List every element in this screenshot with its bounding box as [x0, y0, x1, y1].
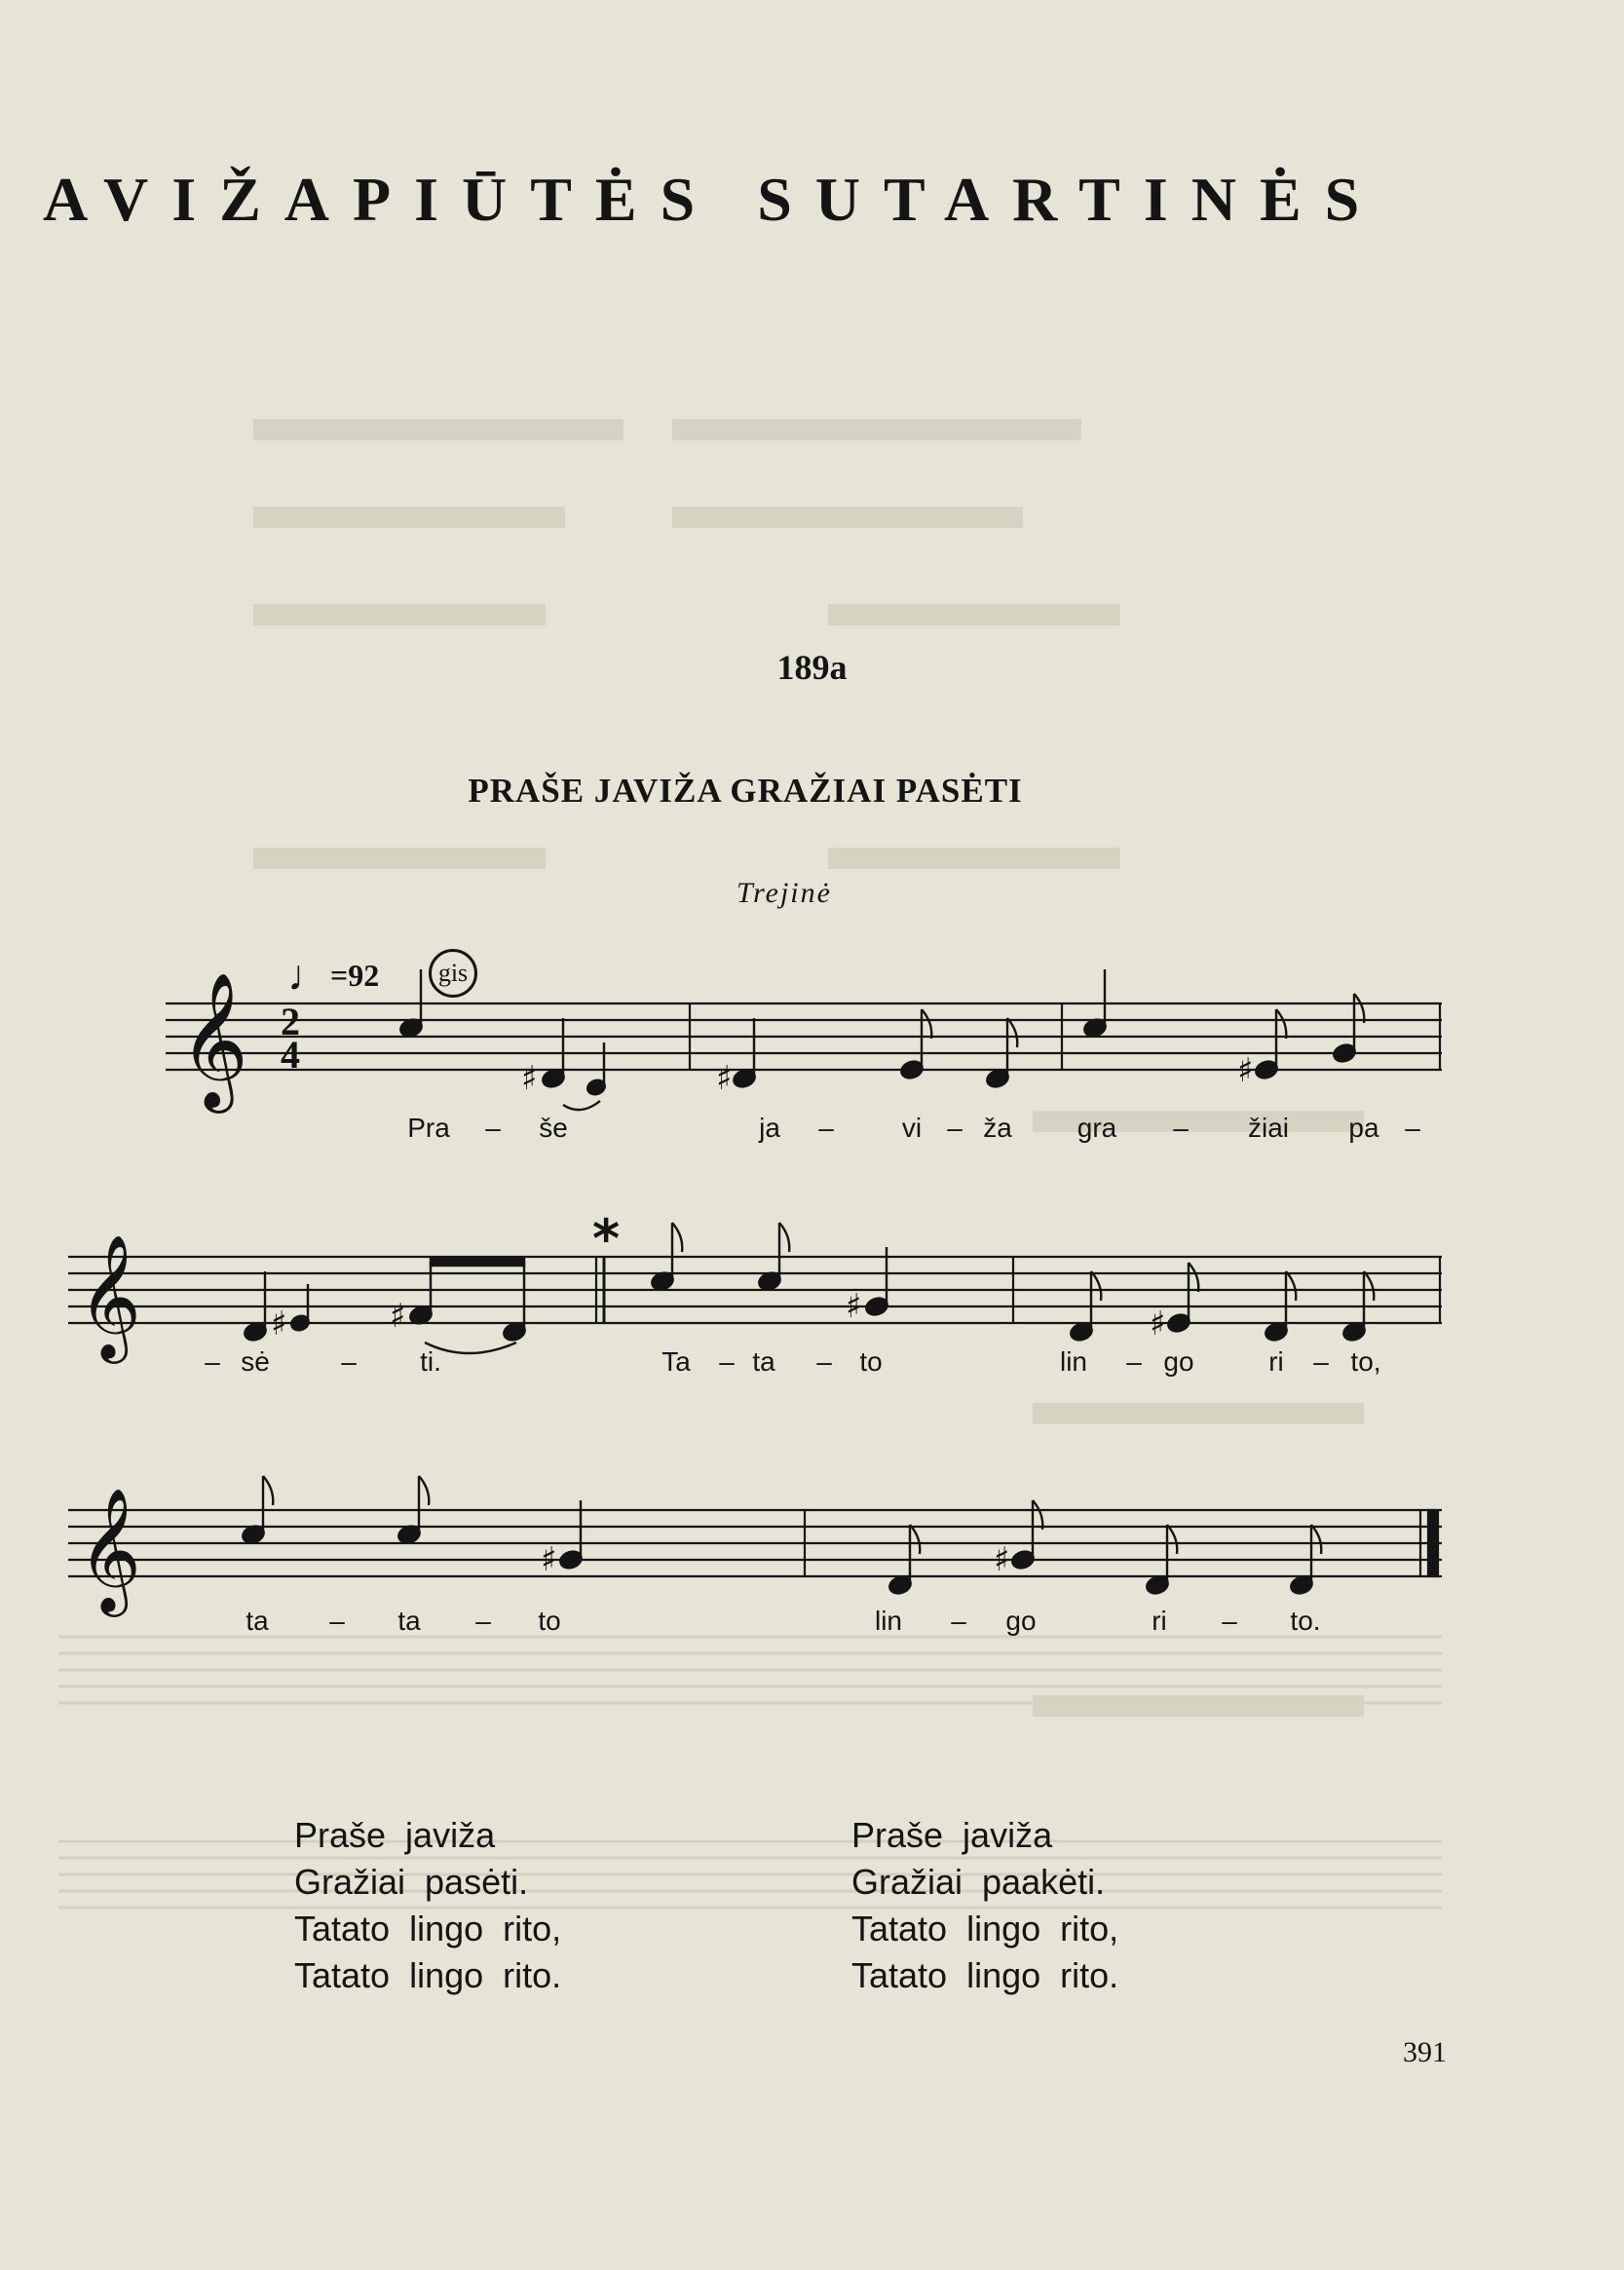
lyric-syllable: –	[341, 1346, 357, 1377]
verse-line: Tatato lingo rito.	[294, 1955, 562, 1995]
lyric-syllable: –	[818, 1113, 834, 1143]
lyric-syllable: –	[816, 1346, 832, 1377]
lyric-syllable: vi	[901, 1113, 923, 1143]
notes-system-1	[398, 969, 1364, 1110]
song-number: 189a	[776, 648, 848, 687]
svg-text:♯: ♯	[994, 1540, 1010, 1579]
lyric-syllable: go	[1163, 1346, 1194, 1377]
staff-system-3	[68, 1510, 1442, 1576]
lyric-syllable: –	[1222, 1606, 1237, 1636]
lyric-syllable: ri	[1268, 1346, 1284, 1377]
lyric-syllable: pa	[1348, 1113, 1379, 1143]
lyric-syllable: sė	[241, 1346, 270, 1377]
lyric-syllable: –	[1126, 1346, 1142, 1377]
verse-1	[294, 1812, 561, 1999]
lyric-syllable: –	[947, 1113, 963, 1143]
lyric-syllable: ta	[397, 1606, 421, 1636]
lyric-syllable: ta	[245, 1606, 269, 1636]
svg-text:♯: ♯	[541, 1540, 557, 1579]
notes-system-2	[243, 1223, 1374, 1353]
lyric-syllable: Ta	[661, 1346, 691, 1377]
page-number: 391	[1403, 2036, 1447, 2068]
lyric-syllable: –	[951, 1606, 966, 1636]
lyric-syllable: –	[719, 1346, 735, 1377]
verse-line: Tatato lingo rito,	[294, 1909, 562, 1948]
time-signature-top: 2	[281, 1000, 300, 1043]
lyric-syllable: ri	[1152, 1606, 1167, 1636]
lyric-syllable: –	[485, 1113, 501, 1143]
verse-line: Praše javiža	[851, 1815, 1053, 1855]
lyric-syllable: –	[1313, 1346, 1329, 1377]
lyric-syllable: to	[538, 1606, 561, 1636]
verse-line: Praše javiža	[294, 1815, 496, 1855]
lyric-syllable: gra	[1076, 1113, 1117, 1143]
asterisk-mark: *	[592, 1208, 621, 1269]
time-signature-bottom: 4	[281, 1033, 300, 1077]
lyric-syllable: Pra	[407, 1113, 450, 1143]
lyric-syllable: ti.	[420, 1346, 441, 1377]
key-label: gis	[429, 949, 477, 998]
verse-line: Tatato lingo rito.	[851, 1955, 1119, 1995]
page-title: AVIŽAPIŪTĖS SUTARTINĖS	[43, 165, 1383, 234]
lyric-syllable: še	[539, 1113, 568, 1143]
song-title: PRAŠE JAVIŽA GRAŽIAI PASĖTI	[468, 772, 1023, 810]
lyric-syllable: –	[1173, 1113, 1189, 1143]
verse-line: Gražiai pasėti.	[294, 1862, 529, 1902]
lyric-syllable: to.	[1290, 1606, 1321, 1636]
lyric-syllable: go	[1005, 1606, 1037, 1636]
treble-clef-icon: 𝄞	[78, 1487, 142, 1611]
svg-text:♯: ♯	[521, 1059, 538, 1098]
lyric-syllable: –	[205, 1346, 220, 1377]
lyric-syllable: lin	[874, 1606, 903, 1636]
performance-type: Trejinė	[736, 877, 832, 909]
lyric-syllable: lin	[1059, 1346, 1088, 1377]
lyric-syllable: to	[859, 1346, 883, 1377]
svg-text:♯: ♯	[1150, 1305, 1166, 1343]
svg-text:♯: ♯	[846, 1287, 862, 1326]
verse-line: Tatato lingo rito,	[851, 1909, 1119, 1948]
verse-line: Gražiai paakėti.	[851, 1862, 1106, 1902]
lyric-syllable: ža	[983, 1113, 1012, 1143]
lyric-syllable: ja	[759, 1113, 780, 1143]
lyric-syllable: žiai	[1247, 1113, 1290, 1143]
tempo-value: =92	[330, 958, 380, 993]
lyric-syllable: –	[475, 1606, 491, 1636]
svg-text:♯: ♯	[390, 1297, 406, 1336]
svg-text:♯: ♯	[1237, 1051, 1254, 1090]
treble-clef-icon: 𝄞	[179, 972, 248, 1108]
svg-text:♯: ♯	[271, 1305, 287, 1343]
lyric-syllable: –	[329, 1606, 345, 1636]
lyric-syllable: to,	[1350, 1346, 1381, 1377]
quarter-note-icon: ♩	[287, 952, 330, 1000]
notes-system-3	[241, 1476, 1321, 1596]
lyric-syllable: –	[1405, 1113, 1420, 1143]
svg-text:♯: ♯	[716, 1059, 733, 1098]
verse-2	[851, 1812, 1118, 1999]
lyric-syllable: ta	[752, 1346, 775, 1377]
treble-clef-icon: 𝄞	[78, 1233, 142, 1358]
